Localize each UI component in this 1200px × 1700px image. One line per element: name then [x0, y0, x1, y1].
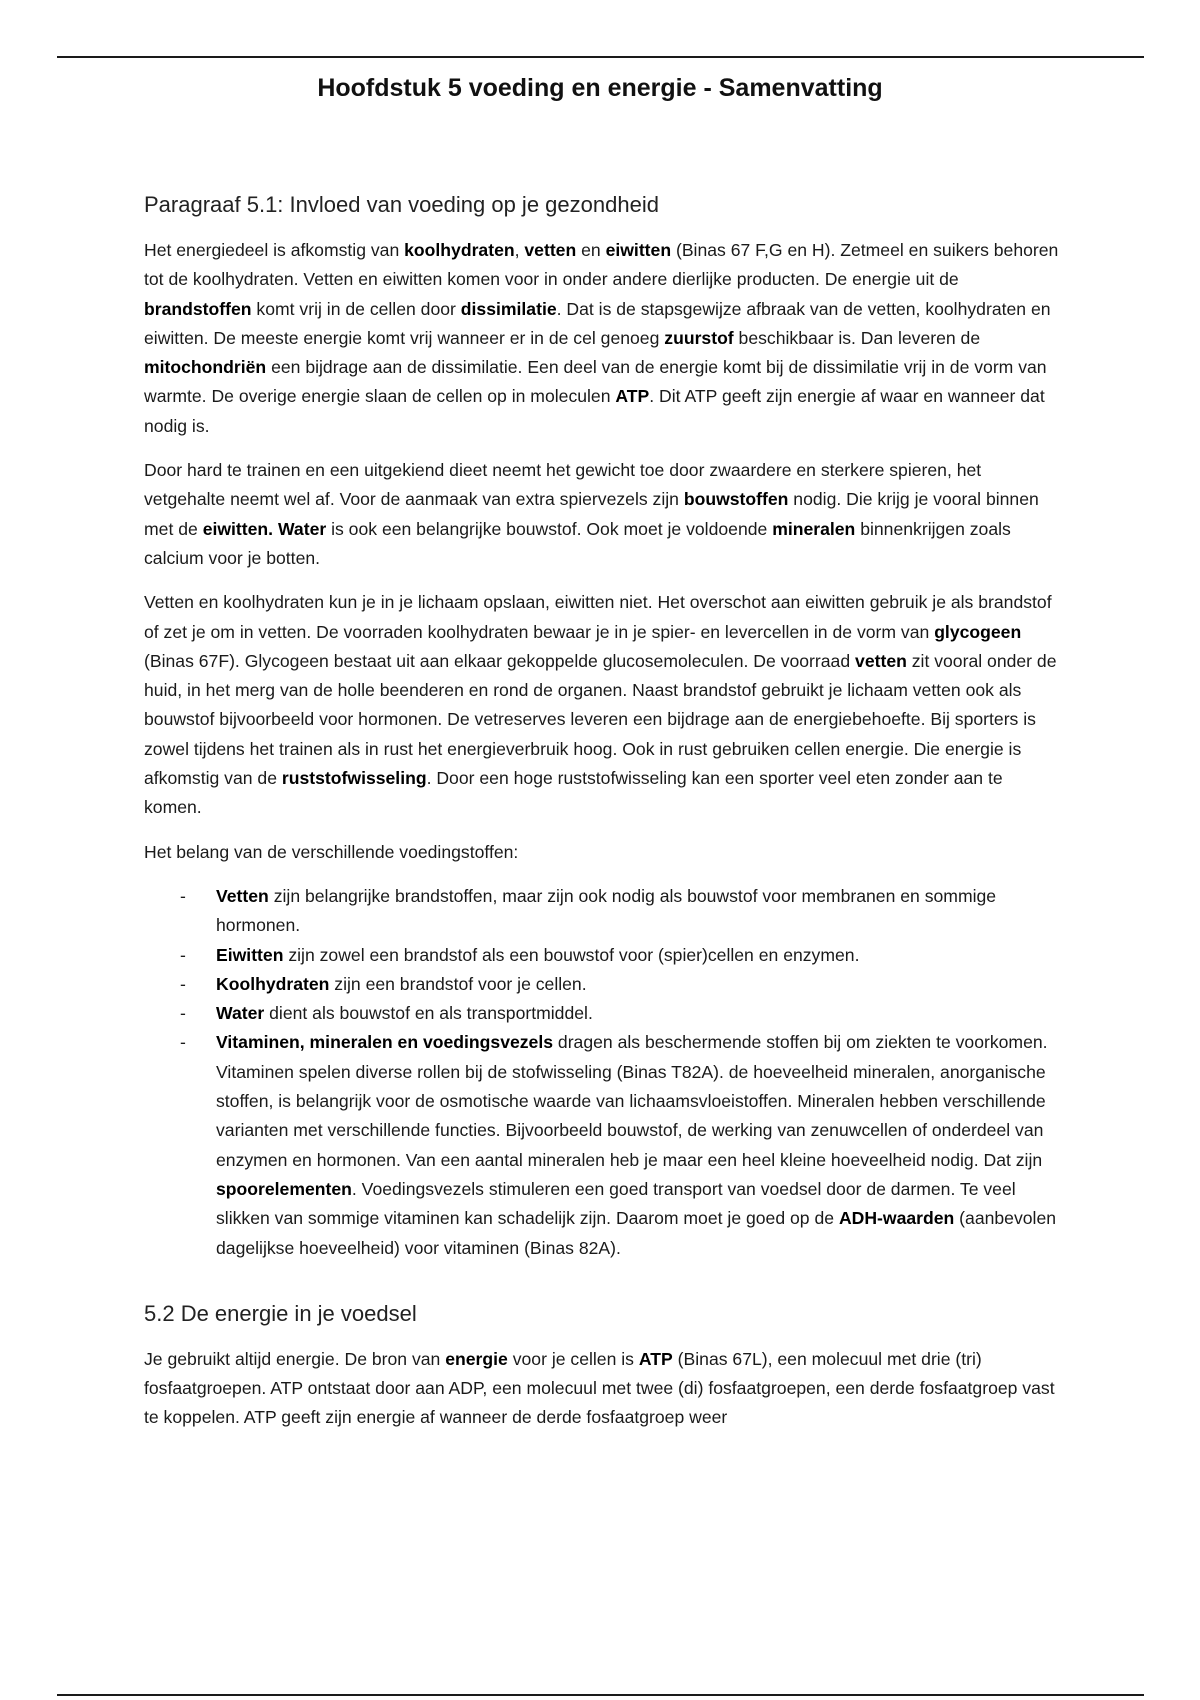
document-body: [144, 190, 1060, 1448]
paragraph-storage: Vetten en koolhydraten kun je in je lichaam opslaan, eiwitten niet. Het overschot aan eiwitten gebruik je als brandstof of zet je om in vetten. De voorraden koolhydraten bewaar je in je spier- en levercellen in de vorm van glycogeen (Binas 67F). Glycogeen bestaat uit aan elkaar gekoppelde glucosemoleculen. De voorraad vetten zit vooral onder de huid, in het merg van de holle beenderen en rond de organen. Naast brandstof gebruikt je lichaam vetten ook als bouwstof bijvoorbeeld voor hormonen. De vetreserves leveren een bijdrage aan de energiebehoefte. Bij sporters is zowel tijdens het trainen als in rust het energieverbruik hoog. Ook in rust gebruiken cellen energie. Die energie is afkomstig van de ruststofwisseling. Door een hoge ruststofwisseling kan een sporter veel eten zonder aan te komen.: [144, 592, 1057, 818]
list-item: - Koolhydraten zijn een brandstof voor je cellen.: [216, 970, 1060, 999]
list-item: - Vitaminen, mineralen en voedingsvezels dragen als beschermende stoffen bij om ziekten te voorkomen. Vitaminen spelen diverse rollen bij de stofwisseling (Binas T82A). de hoeveelheid mineralen, anorganische stoffen, is belangrijk voor de osmotische waarde van lichaamsvloeistoffen. Mineralen hebben verschillende varianten met verschillende functies. Bijvoorbeeld bouwstof, de werking van zenuwcellen of onderdeel van enzymen en hormonen. Van een aantal mineralen heb je maar een heel kleine hoeveelheid nodig. Dat zijn spoorelementen. Voedingsvezels stimuleren een goed transport van voedsel door de darmen. Te veel slikken van sommige vitaminen kan schadelijk zijn. Daarom moet je goed op de ADH-waarden (aanbevolen dagelijkse hoeveelheid) voor vitaminen (Binas 82A).: [216, 1028, 1060, 1262]
section-heading-5-2: 5.2 De energie in je voedsel: [144, 1300, 417, 1326]
section-heading-5-1: Paragraaf 5.1: Invloed van voeding op je gezondheid: [144, 192, 659, 217]
list-item: - Vetten zijn belangrijke brandstoffen, maar zijn ook nodig als bouwstof voor membranen en sommige hormonen.: [216, 882, 1060, 941]
paragraph-building-materials: Door hard te trainen en een uitgekiend dieet neemt het gewicht toe door zwaardere en sterkere spieren, het vetgehalte neemt wel af. Voor de aanmaak van extra spiervezels zijn bouwstoffen nodig. Die krijg je vooral binnen met de eiwitten. Water is ook een belangrijke bouwstof. Ook moet je voldoende mineralen binnenkrijgen zoals calcium voor je botten.: [144, 460, 1039, 568]
top-rule: [57, 56, 1144, 58]
nutrient-list: [144, 882, 1060, 1263]
paragraph-list-intro: Het belang van de verschillende voedingstoffen:: [144, 841, 519, 862]
paragraph-atp: Je gebruikt altijd energie. De bron van energie voor je cellen is ATP (Binas 67L), een molecuul met drie (tri) fosfaatgroepen. ATP ontstaat door aan ADP, een molecuul met twee (di) fosfaatgroepen, een derde fosfaatgroep vast te koppelen. ATP geeft zijn energie af wanneer de derde fosfaatgroep weer: [144, 1348, 1055, 1428]
document-title: Hoofdstuk 5 voeding en energie - Samenvatting: [317, 74, 883, 102]
list-item: - Eiwitten zijn zowel een brandstof als een bouwstof voor (spier)cellen en enzymen.: [216, 941, 1060, 970]
paragraph-energy-sources: Het energiedeel is afkomstig van koolhydraten, vetten en eiwitten (Binas 67 F,G en H). Zetmeel en suikers behoren tot de koolhydraten. Vetten en eiwitten komen voor in onder andere dierlijke producten. De energie uit de brandstoffen komt vrij in de cellen door dissimilatie. Dat is de stapsgewijze afbraak van de vetten, koolhydraten en eiwitten. De meeste energie komt vrij wanneer er in de cel genoeg zuurstof beschikbaar is. Dan leveren de mitochondriën een bijdrage aan de dissimilatie. Een deel van de energie komt bij de dissimilatie vrij in de vorm van warmte. De overige energie slaan de cellen op in moleculen ATP. Dit ATP geeft zijn energie af waar en wanneer dat nodig is.: [144, 240, 1059, 436]
list-item: - Water dient als bouwstof en als transportmiddel.: [216, 999, 1060, 1028]
bottom-rule: [57, 1694, 1144, 1696]
